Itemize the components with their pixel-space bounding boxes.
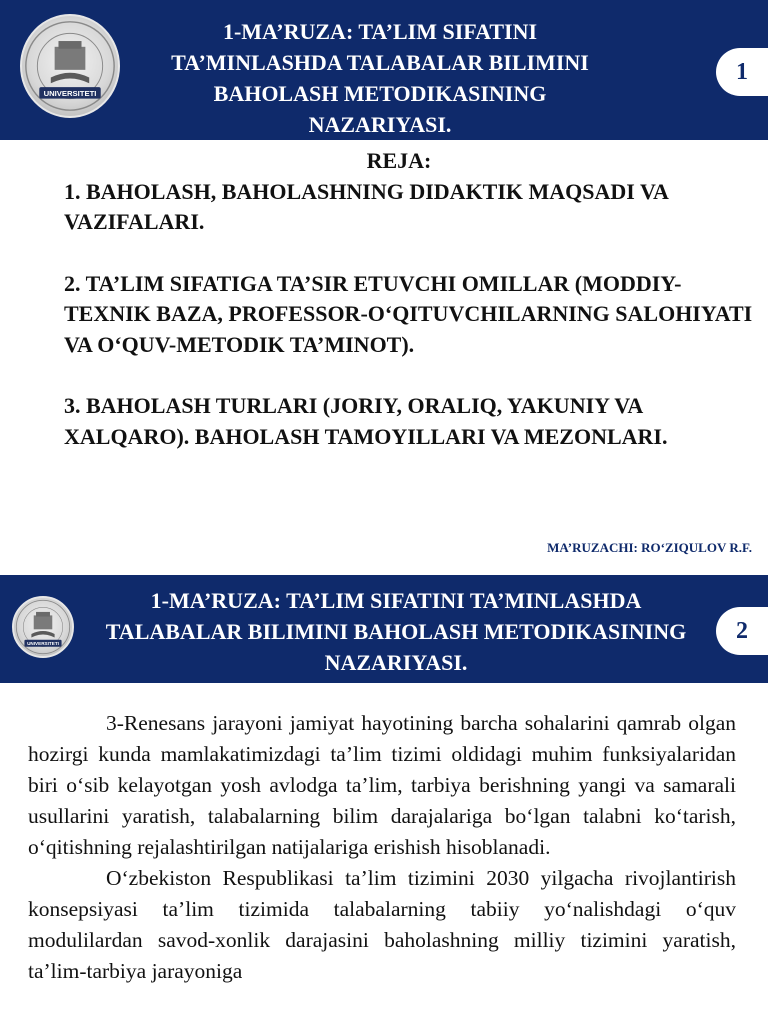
slide-title: 1-MA’RUZA: TA’LIM SIFATINI TA’MINLASHDA TALABALAR BILIMINI BAHOLASH METODIKASINING NAZARIYASI. xyxy=(105,588,687,675)
lecture-plan xyxy=(64,146,754,452)
page-number: 2 xyxy=(716,607,768,655)
body-paragraph: 3-Renesans jarayoni jamiyat hayotining barcha sohalarini qamrab olgan hozirgi kunda mamlakatimizdagi ta’lim tizimi oldidagi muhim funksiyalaridan biri o‘sib kelayotgan yosh avlodga ta’lim, tarbiya berishning yangi va samarali usullarini yaratish, talabalarning bilim darajalariga bo‘lgan talabni ko‘tarish, o‘qitishning rejalashtirilgan natijalariga erishish hisoblanadi. xyxy=(28,711,736,859)
page-number: 1 xyxy=(716,48,768,96)
slide-separator xyxy=(0,560,768,575)
body-paragraph: O‘zbekiston Respublikasi ta’lim tizimini 2030 yilgacha rivojlantirish konsepsiyasi ta’lim tizimida talabalarning tabiiy yo‘nalishdagi o‘quv modulilardan savod-xonlik darajasini baholashning milliy tizimini yaratish, ta’lim-tarbiya jarayoniga xyxy=(28,866,736,983)
slide-header xyxy=(0,0,768,140)
slide-body xyxy=(28,708,736,987)
slide-2 xyxy=(0,575,768,1024)
plan-item: 2. TA’LIM SIFATIGA TA’SIR ETUVCHI OMILLAR (MODDIY-TEXNIK BAZA, PROFESSOR-O‘QITUVCHILARNING SALOHIYATI VA O‘QUV-METODIK TA’MINOT). xyxy=(64,270,753,357)
slide-header xyxy=(0,575,768,683)
plan-item: 3. BAHOLASH TURLARI (JORIY, ORALIQ, YAKUNIY VA XALQARO). BAHOLASH TAMOYILLARI VA MEZONLARI. xyxy=(64,393,668,449)
slide-title: 1-MA’RUZA: TA’LIM SIFATINI TA’MINLASHDA TALABALAR BILIMINI BAHOLASH METODIKASINING NAZARIYASI. xyxy=(171,19,589,137)
logo-text: UNIVERSITETI xyxy=(27,640,59,646)
plan-heading: REJA: xyxy=(366,148,432,173)
university-seal-icon xyxy=(12,596,74,658)
logo-text: UNIVERSITETI xyxy=(43,88,97,98)
plan-item: 1. BAHOLASH, BAHOLASHNING DIDAKTIK MAQSADI VA VAZIFALARI. xyxy=(64,178,668,234)
university-seal-icon xyxy=(20,14,120,118)
lecturer-name: MA’RUZACHI: RO‘ZIQULOV R.F. xyxy=(547,540,752,555)
